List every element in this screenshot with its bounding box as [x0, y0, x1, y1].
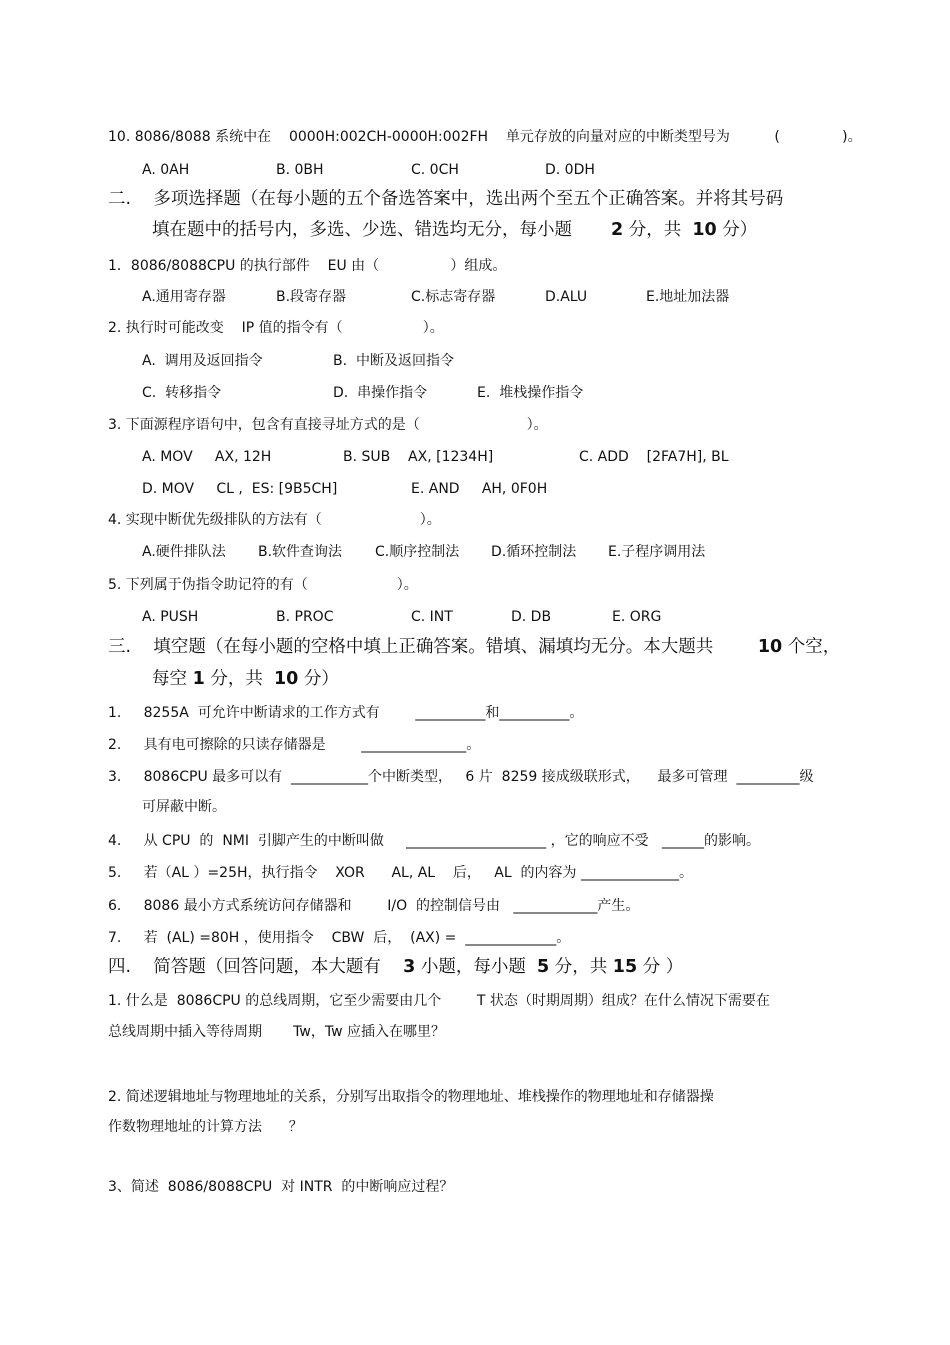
short-answer-2: 2. 简述逻辑地址与物理地址的关系，分别写出取指令的物理地址、堆栈操作的物理地址和存储器操 — [108, 1089, 714, 1105]
option-c: C. ADD [2FA7H], BL — [579, 449, 729, 465]
short-answer-2-cont: 作数物理地址的计算方法 ？ — [108, 1119, 303, 1135]
option-a: A. MOV AX, 12H — [142, 449, 272, 465]
fill-item-5: 5. 若（AL ）=25H，执行指令 XOR AL, AL 后， AL 的内容为 ______________。 — [108, 865, 693, 881]
option-d: D. DB — [511, 609, 552, 625]
option-b: B. 0BH — [276, 162, 324, 178]
score-total: 10 — [692, 220, 717, 240]
option-a: A.通用寄存器 — [142, 289, 226, 305]
question-3-stem: 3. 下面源程序语句中，包含有直接寻址方式的是（ ）。 — [108, 417, 548, 433]
option-b: B.段寄存器 — [276, 289, 347, 305]
score-total: 15 — [612, 957, 638, 977]
fill-item-2: 2. 具有电可擦除的只读存储器是 _______________。 — [108, 737, 481, 753]
option-d: D.ALU — [545, 289, 588, 305]
option-c: C. 0CH — [411, 162, 459, 178]
question-4-stem: 4. 实现中断优先级排队的方法有（ ）。 — [108, 512, 441, 528]
option-a: A. 调用及返回指令 — [142, 353, 263, 369]
heading-text: 分，共 — [549, 957, 613, 977]
heading-text: 分 ） — [637, 957, 684, 977]
section-3-heading-cont — [152, 668, 339, 690]
heading-text: 分） — [716, 220, 758, 240]
blank-count: 10 — [757, 637, 783, 657]
short-answer-1: 1. 什么是 8086CPU 的总线周期，它至少需要由几个 T 状态（时期周期）组成？在什么情况下需要在 — [108, 993, 770, 1009]
heading-text: 四. 简答题（回答问题，本大题有 — [108, 957, 404, 977]
score-per-question: 2 — [610, 220, 624, 240]
option-e: E. 堆栈操作指令 — [477, 385, 584, 401]
heading-text: 分，共 — [204, 669, 274, 689]
section-2-heading: 二. 多项选择题（在每小题的五个备选答案中，选出两个至五个正确答案。并将其号码 — [108, 189, 784, 209]
score-total: 10 — [273, 669, 299, 689]
heading-text: 填在题中的括号内，多选、少选、错选均无分，每小题 — [152, 220, 611, 240]
fill-item-3: 3. 8086CPU 最多可以有 ___________个中断类型， 6 片 8259 接成级联形式， 最多可管理 _________级 — [108, 769, 814, 785]
question-count: 3 — [403, 957, 416, 977]
option-b: B. SUB AX, [1234H] — [343, 449, 494, 465]
section-2-heading-cont — [152, 219, 757, 241]
fill-item-3-cont: 可屏蔽中断。 — [142, 799, 226, 815]
option-d: D. 串操作指令 — [333, 385, 428, 401]
question-2-stem: 2. 执行时可能改变 IP 值的指令有（ ）。 — [108, 320, 444, 336]
section-4-heading — [108, 956, 683, 978]
option-d: D.循环控制法 — [491, 544, 577, 560]
option-b: B. 中断及返回指令 — [333, 353, 454, 369]
question-5-stem: 5. 下列属于伪指令助记符的有（ ）。 — [108, 577, 418, 593]
heading-text: 每空 — [152, 669, 193, 689]
option-e: E.子程序调用法 — [608, 544, 706, 560]
heading-text: 分，共 — [623, 220, 693, 240]
option-e: E. ORG — [612, 609, 662, 625]
heading-text: 三. 填空题（在每小题的空格中填上正确答案。错填、漏填均无分。本大题共 — [108, 637, 758, 657]
section-3-heading — [108, 636, 840, 658]
option-c: C.顺序控制法 — [375, 544, 460, 560]
option-c: C. INT — [411, 609, 453, 625]
option-a: A.硬件排队法 — [142, 544, 226, 560]
option-a: A. 0AH — [142, 162, 190, 178]
heading-text: 小题，每小题 — [415, 957, 537, 977]
fill-item-7: 7. 若 (AL) =80H ，使用指令 CBW 后， (AX) = _____________。 — [108, 930, 571, 946]
question-1-stem: 1．8086/8088CPU 的执行部件 EU 由（ ）组成。 — [108, 258, 507, 274]
option-e: E. AND AH, 0F0H — [411, 481, 548, 497]
fill-item-4: 4. 从 CPU 的 NMI 引脚产生的中断叫做 ____________________ ，它的响应不受 ______的影响。 — [108, 833, 760, 849]
option-d: D. 0DH — [545, 162, 595, 178]
option-b: B. PROC — [276, 609, 334, 625]
option-c: C. 转移指令 — [142, 385, 222, 401]
fill-item-6: 6. 8086 最小方式系统访问存储器和 I/O 的控制信号由 ____________产生。 — [108, 898, 640, 914]
score-per-blank: 1 — [192, 669, 205, 689]
fill-item-1: 1. 8255A 可允许中断请求的工作方式有 __________和__________。 — [108, 705, 584, 721]
option-c: C.标志寄存器 — [411, 289, 496, 305]
score-per-question: 5 — [536, 957, 550, 977]
heading-text: 分） — [298, 669, 339, 689]
short-answer-1-cont: 总线周期中插入等待周期 Tw，Tw 应插入在哪里？ — [108, 1024, 445, 1040]
option-d: D. MOV CL , ES: [9B5CH] — [142, 481, 338, 497]
option-a: A. PUSH — [142, 609, 199, 625]
short-answer-3: 3、简述 8086/8088CPU 对 INTR 的中断响应过程？ — [108, 1179, 454, 1195]
option-b: B.软件查询法 — [258, 544, 343, 560]
heading-text: 个空， — [782, 637, 841, 657]
option-e: E.地址加法器 — [646, 289, 730, 305]
question-10-stem: 10. 8086/8088 系统中在 0000H:002CH-0000H:002FH 单元存放的向量对应的中断类型号为 ( )。 — [108, 129, 862, 145]
